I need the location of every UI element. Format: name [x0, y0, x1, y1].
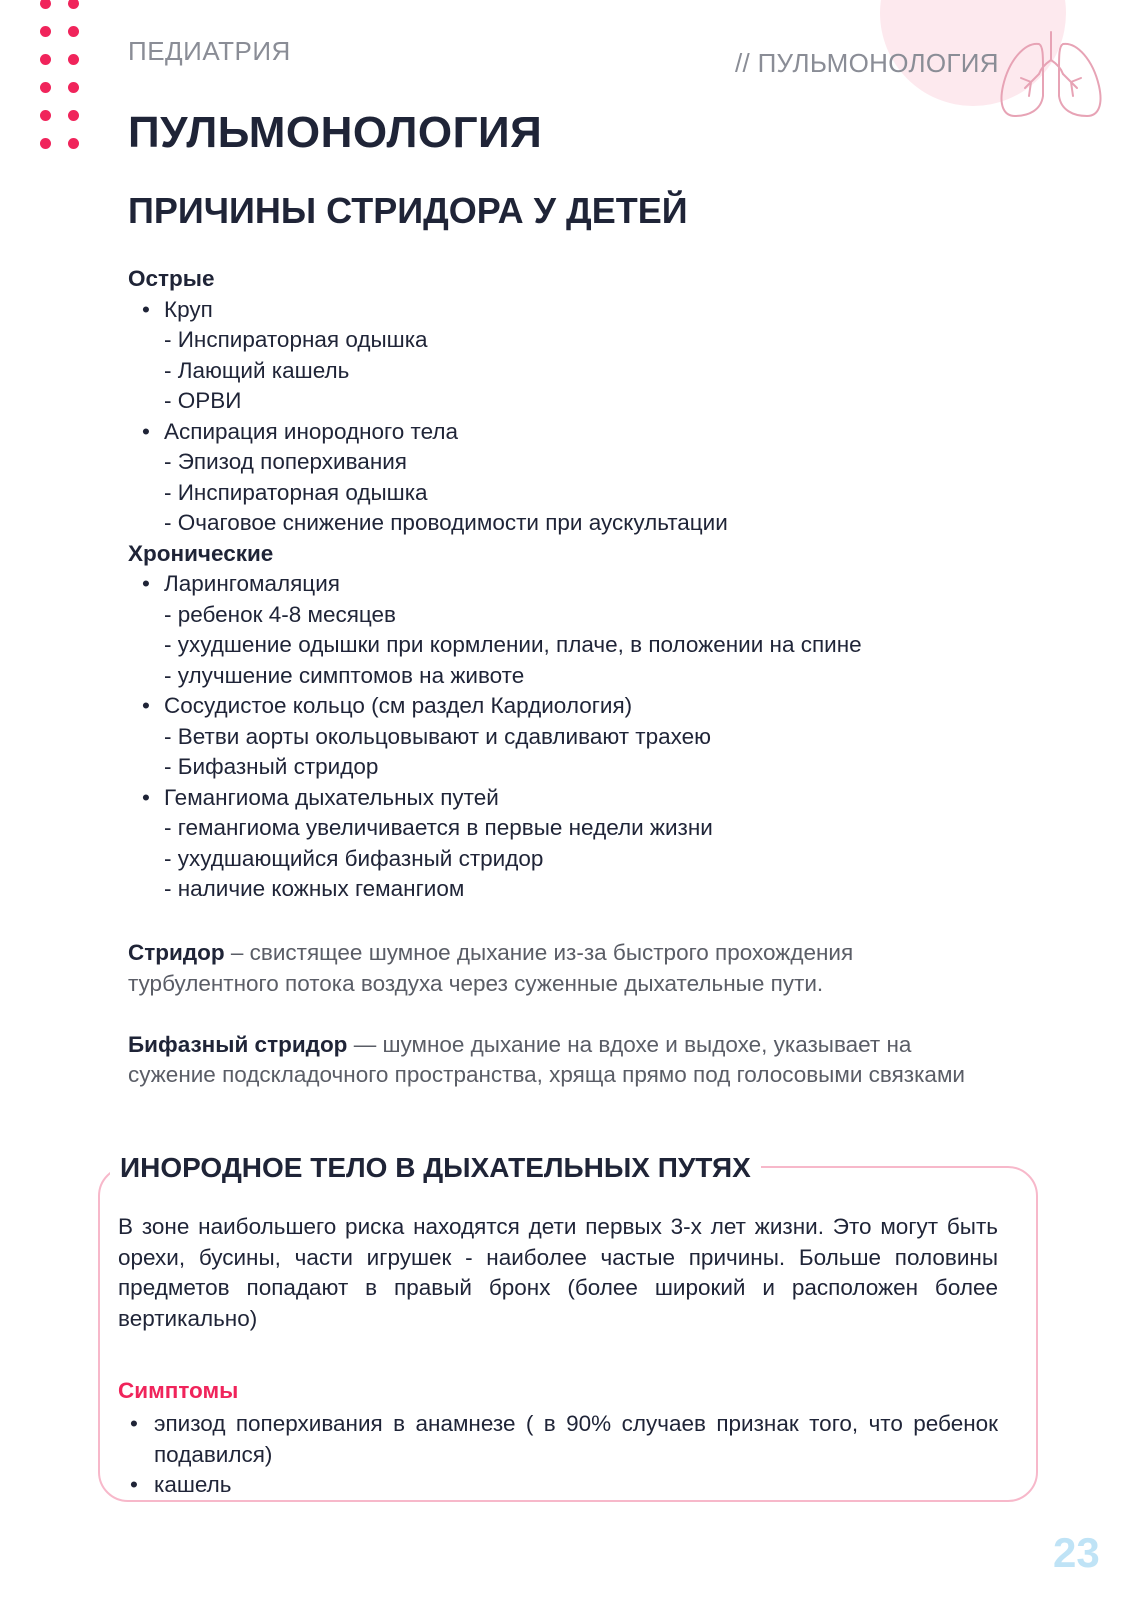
causes-list: [128, 264, 1028, 905]
list-subitem: - Эпизод поперхивания: [164, 449, 407, 474]
symptoms-heading: Симптомы: [118, 1378, 239, 1403]
definition-term: Стридор: [128, 940, 225, 965]
definition-text: – свистящее шумное дыхание из-за быстрого прохождения турбулентного потока воздуха через суженные дыхательные пути.: [128, 940, 854, 996]
definition-stridor: [128, 938, 988, 999]
definition-term: Бифазный стридор: [128, 1031, 348, 1057]
list-subitem: - ухудшающийся бифазный стридор: [164, 845, 544, 871]
page-number: 23: [1053, 1529, 1100, 1576]
list-subitem: - Бифазный стридор: [164, 754, 379, 779]
list-item: • Круп: [128, 295, 1028, 326]
foreign-body-text: В зоне наибольшего риска находятся дети первых 3-х лет жизни. Это могут быть орехи, бусины, части игрушек - наиболее частые причины. Больше половины предметов попадают в правый бронх (более широкий и расположен более вертикально): [118, 1214, 998, 1331]
definition-text: — шумное дыхание на вдохе и выдохе, указывает на сужение подскладочного пространства, хряща прямо под голосовыми связками: [128, 1031, 965, 1087]
list-subitem: - Ветви аорты окольцовывают и сдавливают трахею: [164, 723, 711, 749]
group-heading: Острые: [128, 266, 215, 291]
list-item: • Ларингомаляция: [128, 569, 1028, 600]
list-item: • эпизод поперхивания в анамнезе ( в 90% случаев признак того, что ребенок подавился): [118, 1409, 998, 1470]
list-subitem: - наличие кожных гемангиом: [164, 876, 465, 901]
list-item: • Аспирация инородного тела: [128, 417, 1028, 448]
section-tag: // ПУЛЬМОНОЛОГИЯ: [735, 48, 999, 78]
list-subitem: - ОРВИ: [164, 388, 242, 413]
lungs-icon: [995, 30, 1107, 120]
list-subitem: - ребенок 4-8 месяцев: [164, 601, 396, 627]
list-item: • Гемангиома дыхательных путей: [128, 783, 1028, 814]
list-subitem: - улучшение симптомов на животе: [164, 662, 525, 688]
symptoms-list: [118, 1409, 998, 1501]
decorative-dots: [40, 0, 90, 150]
list-item: • кашель: [118, 1470, 998, 1501]
list-subitem: - гемангиома увеличивается в первые недели жизни: [164, 815, 713, 840]
definitions: [128, 938, 988, 1121]
group-heading: Хронические: [128, 540, 274, 566]
list-subitem: - Инспираторная одышка: [164, 479, 428, 505]
definition-biphasic-stridor: [128, 1030, 988, 1091]
list-item: • Сосудистое кольцо (см раздел Кардиология): [128, 691, 1028, 722]
list-subitem: - ухудшение одышки при кормлении, плаче, в положении на спине: [164, 632, 862, 657]
list-subitem: - Очаговое снижение проводимости при аускультации: [164, 510, 728, 535]
foreign-body-title: ИНОРОДНОЕ ТЕЛО В ДЫХАТЕЛЬНЫХ ПУТЯХ: [110, 1152, 761, 1184]
list-subitem: - Лающий кашель: [164, 357, 350, 383]
header-kicker: ПЕДИАТРИЯ: [128, 36, 291, 66]
page-title: ПУЛЬМОНОЛОГИЯ: [128, 108, 543, 157]
page-subtitle: ПРИЧИНЫ СТРИДОРА У ДЕТЕЙ: [128, 190, 688, 231]
list-subitem: - Инспираторная одышка: [164, 327, 428, 352]
